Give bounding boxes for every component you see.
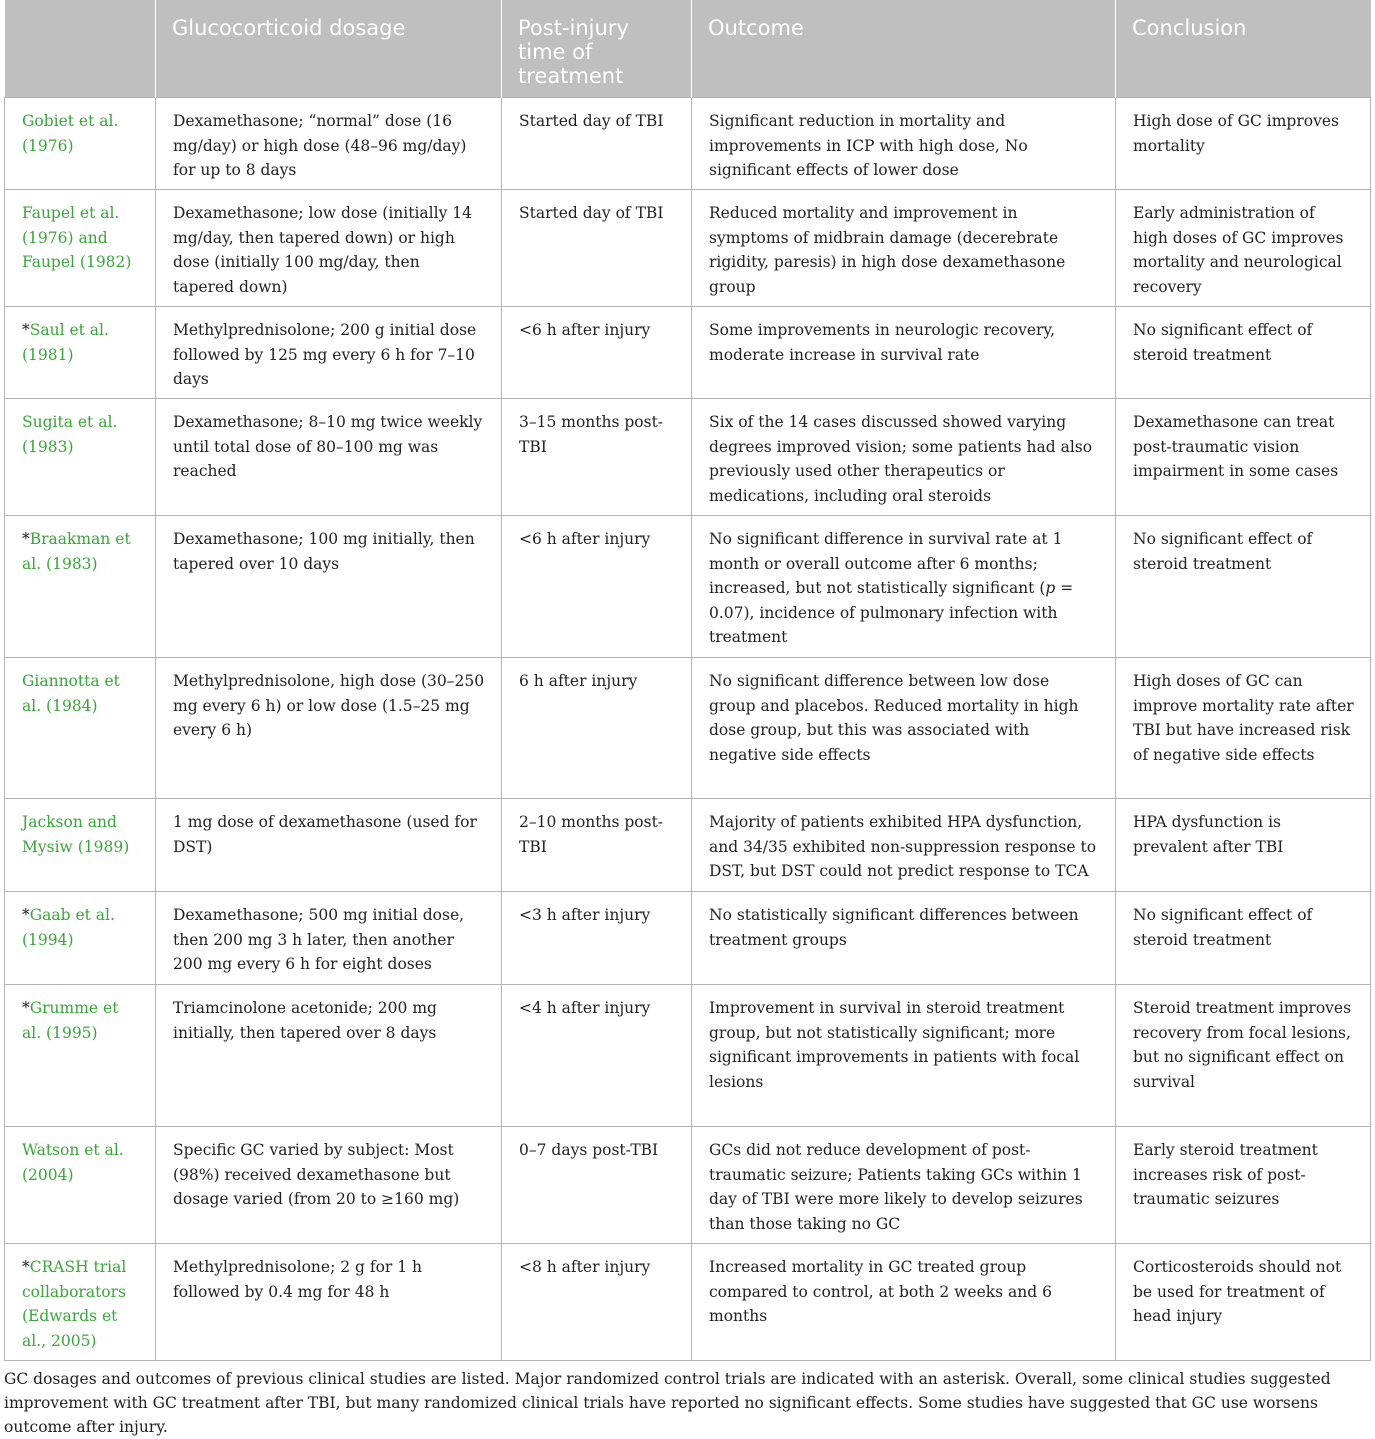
cell-time: <6 h after injury — [502, 516, 692, 658]
cell-study[interactable] — [5, 190, 156, 307]
cell-outcome: Significant reduction in mortality and improvements in ICP with high dose, No significant effects of lower dose — [692, 98, 1116, 190]
cell-outcome: Majority of patients exhibited HPA dysfunction, and 34/35 exhibited non-suppression response to DST, but DST could not predict response to TCA — [692, 799, 1116, 892]
cell-dosage: Triamcinolone acetonide; 200 mg initially, then tapered over 8 days — [156, 985, 502, 1127]
table-header-row — [5, 0, 1371, 98]
cell-study[interactable] — [5, 799, 156, 892]
header-study — [5, 0, 156, 98]
rct-asterisk: * — [22, 321, 30, 339]
table-row — [5, 516, 1371, 658]
cell-conclusion: No significant effect of steroid treatment — [1116, 307, 1371, 399]
cell-conclusion: Steroid treatment improves recovery from focal lesions, but no significant effect on survival — [1116, 985, 1371, 1127]
table-row — [5, 892, 1371, 985]
cell-time: 6 h after injury — [502, 658, 692, 799]
cell-outcome: No significant difference between low dose group and placebos. Reduced mortality in high dose group, but this was associated with negative side effects — [692, 658, 1116, 799]
table-row — [5, 98, 1371, 190]
cell-dosage: Dexamethasone; 8–10 mg twice weekly until total dose of 80–100 mg was reached — [156, 399, 502, 516]
cell-time: <4 h after injury — [502, 985, 692, 1127]
cell-conclusion: No significant effect of steroid treatment — [1116, 892, 1371, 985]
table-row — [5, 190, 1371, 307]
cell-outcome: Improvement in survival in steroid treatment group, but not statistically significant; more significant improvements in patients with focal lesions — [692, 985, 1116, 1127]
cell-time: <8 h after injury — [502, 1244, 692, 1361]
cell-dosage: Methylprednisolone; 2 g for 1 h followed by 0.4 mg for 48 h — [156, 1244, 502, 1361]
cell-study[interactable] — [5, 307, 156, 399]
cell-outcome: No statistically significant differences between treatment groups — [692, 892, 1116, 985]
cell-study[interactable] — [5, 1127, 156, 1244]
cell-time: <6 h after injury — [502, 307, 692, 399]
cell-dosage: 1 mg dose of dexamethasone (used for DST) — [156, 799, 502, 892]
cell-study[interactable] — [5, 399, 156, 516]
cell-time: Started day of TBI — [502, 98, 692, 190]
header-outcome: Outcome — [692, 0, 1116, 98]
cell-conclusion: High dose of GC improves mortality — [1116, 98, 1371, 190]
cell-study[interactable] — [5, 98, 156, 190]
study-reference-link[interactable]: Gaab et al. (1994) — [22, 906, 115, 949]
cell-outcome: GCs did not reduce development of post-traumatic seizure; Patients taking GCs within 1 day of TBI were more likely to develop seizures than those taking no GC — [692, 1127, 1116, 1244]
cell-outcome: Increased mortality in GC treated group compared to control, at both 2 weeks and 6 months — [692, 1244, 1116, 1361]
table-row — [5, 658, 1371, 799]
header-conclusion: Conclusion — [1116, 0, 1371, 98]
cell-study[interactable] — [5, 892, 156, 985]
rct-asterisk: * — [22, 906, 30, 924]
cell-dosage: Methylprednisolone; 200 g initial dose followed by 125 mg every 6 h for 7–10 days — [156, 307, 502, 399]
table-row — [5, 307, 1371, 399]
study-reference-link[interactable]: Faupel et al. (1976) and Faupel (1982) — [22, 204, 132, 272]
cell-outcome: Reduced mortality and improvement in symptoms of midbrain damage (decerebrate rigidity, paresis) in high dose dexamethasone group — [692, 190, 1116, 307]
cell-dosage: Dexamethasone; 100 mg initially, then tapered over 10 days — [156, 516, 502, 658]
study-reference-link[interactable]: Giannotta et al. (1984) — [22, 672, 120, 715]
cell-conclusion: HPA dysfunction is prevalent after TBI — [1116, 799, 1371, 892]
study-reference-link[interactable]: Watson et al. (2004) — [22, 1141, 124, 1184]
cell-dosage: Methylprednisolone, high dose (30–250 mg every 6 h) or low dose (1.5–25 mg every 6 h) — [156, 658, 502, 799]
cell-outcome: Six of the 14 cases discussed showed varying degrees improved vision; some patients had also previously used other therapeutics or medications, including oral steroids — [692, 399, 1116, 516]
study-reference-link[interactable]: CRASH trial collaborators (Edwards et al., 2005) — [22, 1258, 127, 1350]
study-reference-link[interactable]: Saul et al. (1981) — [22, 321, 109, 364]
cell-time: 2–10 months post-TBI — [502, 799, 692, 892]
cell-outcome: No significant difference in survival rate at 1 month or overall outcome after 6 months; increased, but not statistically significant (p = 0.07), incidence of pulmonary infection with treatment — [692, 516, 1116, 658]
rct-asterisk: * — [22, 530, 30, 548]
study-reference-link[interactable]: Jackson and Mysiw (1989) — [22, 813, 130, 856]
study-reference-link[interactable]: Gobiet et al. (1976) — [22, 112, 119, 155]
header-dosage: Glucocorticoid dosage — [156, 0, 502, 98]
rct-asterisk: * — [22, 1258, 30, 1276]
cell-study[interactable] — [5, 985, 156, 1127]
table-row — [5, 399, 1371, 516]
cell-outcome: Some improvements in neurologic recovery, moderate increase in survival rate — [692, 307, 1116, 399]
table-row — [5, 799, 1371, 892]
cell-dosage: Dexamethasone; 500 mg initial dose, then 200 mg 3 h later, then another 200 mg every 6 h for eight doses — [156, 892, 502, 985]
cell-time: <3 h after injury — [502, 892, 692, 985]
table-row — [5, 1244, 1371, 1361]
glucocorticoid-studies-table — [4, 0, 1371, 1361]
table-row — [5, 985, 1371, 1127]
cell-conclusion: Dexamethasone can treat post-traumatic vision impairment in some cases — [1116, 399, 1371, 516]
cell-conclusion: No significant effect of steroid treatment — [1116, 516, 1371, 658]
cell-dosage: Dexamethasone; low dose (initially 14 mg/day, then tapered down) or high dose (initially 100 mg/day, then tapered down) — [156, 190, 502, 307]
cell-dosage: Dexamethasone; “normal” dose (16 mg/day) or high dose (48–96 mg/day) for up to 8 days — [156, 98, 502, 190]
cell-study[interactable] — [5, 658, 156, 799]
cell-conclusion: Early administration of high doses of GC improves mortality and neurological recovery — [1116, 190, 1371, 307]
cell-time: Started day of TBI — [502, 190, 692, 307]
header-time: Post-injury time of treatment — [502, 0, 692, 98]
study-reference-link[interactable]: Sugita et al. (1983) — [22, 413, 118, 456]
cell-time: 3–15 months post-TBI — [502, 399, 692, 516]
study-reference-link[interactable]: Grumme et al. (1995) — [22, 999, 119, 1042]
study-reference-link[interactable]: Braakman et al. (1983) — [22, 530, 131, 573]
cell-dosage: Specific GC varied by subject: Most (98%) received dexamethasone but dosage varied (from 20 to ≥160 mg) — [156, 1127, 502, 1244]
cell-conclusion: High doses of GC can improve mortality rate after TBI but have increased risk of negative side effects — [1116, 658, 1371, 799]
table-container — [4, 0, 1370, 1361]
table-row — [5, 1127, 1371, 1244]
cell-study[interactable] — [5, 516, 156, 658]
cell-time: 0–7 days post-TBI — [502, 1127, 692, 1244]
cell-study[interactable] — [5, 1244, 156, 1361]
table-caption: GC dosages and outcomes of previous clinical studies are listed. Major randomized control trials are indicated with an asterisk. Overall, some clinical studies suggested improvement with GC treatment after TBI, but many randomized clinical trials have reported no significant effects. Some studies have suggested that GC use worsens outcome after injury. — [4, 1370, 1331, 1436]
rct-asterisk: * — [22, 999, 30, 1017]
cell-conclusion: Early steroid treatment increases risk of post-traumatic seizures — [1116, 1127, 1371, 1244]
cell-conclusion: Corticosteroids should not be used for treatment of head injury — [1116, 1244, 1371, 1361]
